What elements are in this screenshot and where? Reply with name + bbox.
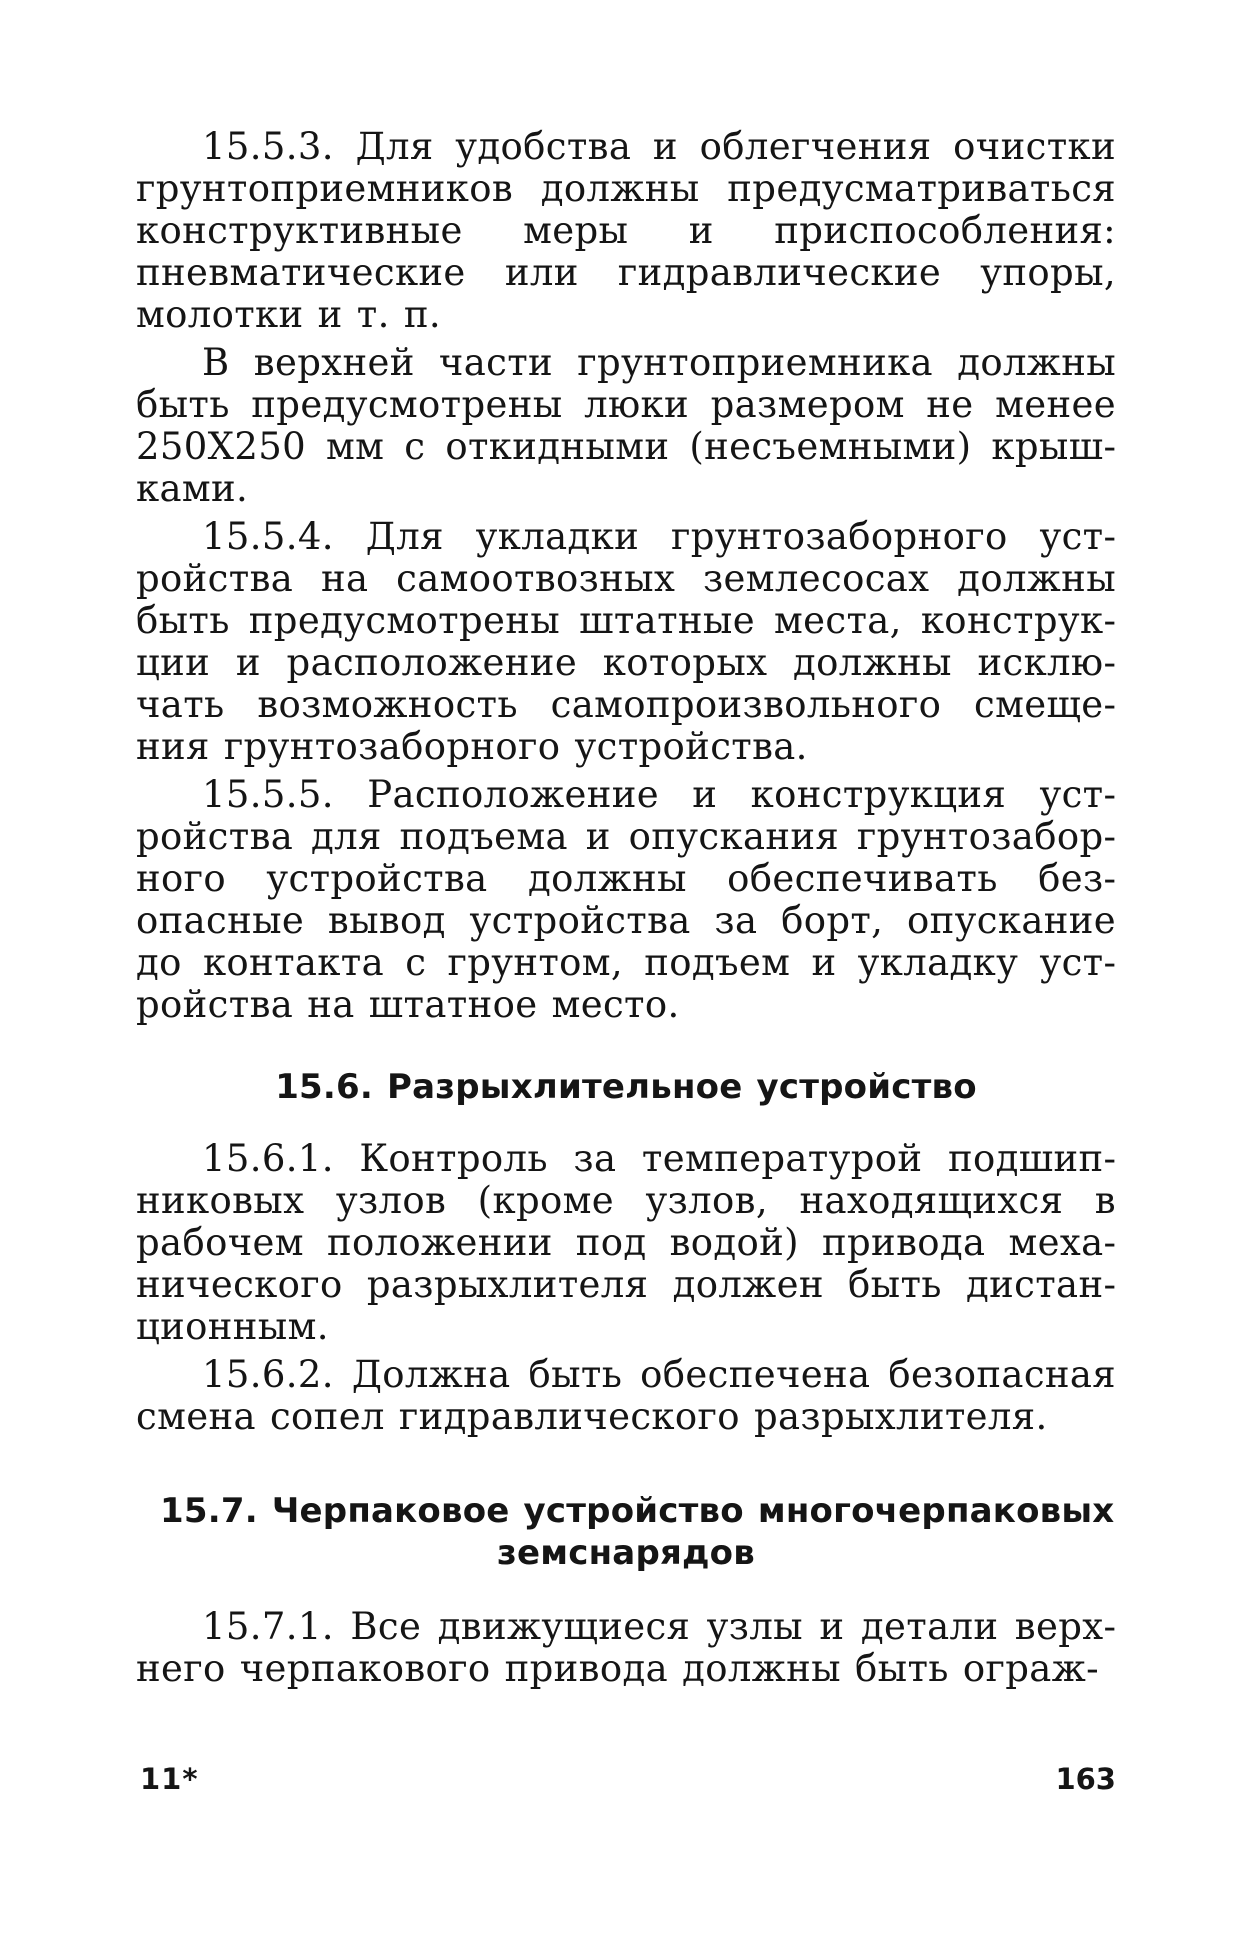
section-heading-15-6: 15.6. Разрыхлительное устройство (275, 1067, 977, 1107)
page-text-column (136, 126, 1116, 1690)
section-heading-15-7 (136, 1490, 1116, 1574)
paragraph-hatches: В верхней части грунтоприемника должны быть предусмотрены люки размером не менее 250Х250 мм с откидными (несъемными) крышками. (136, 341, 1116, 510)
printer-signature: 11* (140, 1762, 199, 1796)
paragraph-15-6-1: 15.6.1. Контроль за температурой подшипниковых узлов (кроме узлов, находящихся в рабочем положении под водой) привода механического разрыхлителя должен быть дистанционным. (136, 1137, 1116, 1348)
page-footer (136, 1757, 1116, 1801)
paragraph-15-5-4: 15.5.4. Для укладки грунтозаборного устройства на самоотвозных землесосах должны быть предусмотрены штатные места, конструкции и расположение которых должны исключать возможность самопроизвольного смещения грунтозаборного устройства. (136, 515, 1116, 768)
paragraph-15-5-3: 15.5.3. Для удобства и облегчения очистки грунтоприемников должны предусматриваться конструктивные меры и приспособления: пневматические или гидравлические упоры, молотки и т. п. (136, 125, 1116, 336)
paragraph-15-5-5: 15.5.5. Расположение и конструкция устройства для подъема и опускания грунтозаборного устройства должны обеспечивать безопасные вывод устройства за борт, опускание до контакта с грунтом, подъем и укладку устройства на штатное место. (136, 773, 1116, 1026)
page-number: 163 (1055, 1762, 1116, 1796)
paragraph-15-6-2: 15.6.2. Должна быть обеспечена безопасная смена сопел гидравлического разрыхлителя. (136, 1353, 1116, 1438)
section-heading-15-7-line-1: 15.7. Черпаковое устройство многочерпаковых (160, 1491, 1115, 1531)
paragraph-15-7-1: 15.7.1. Все движущиеся узлы и детали верхнего черпакового привода должны быть ограж- (136, 1605, 1116, 1690)
section-heading-15-7-line-2: земснарядов (497, 1533, 755, 1573)
